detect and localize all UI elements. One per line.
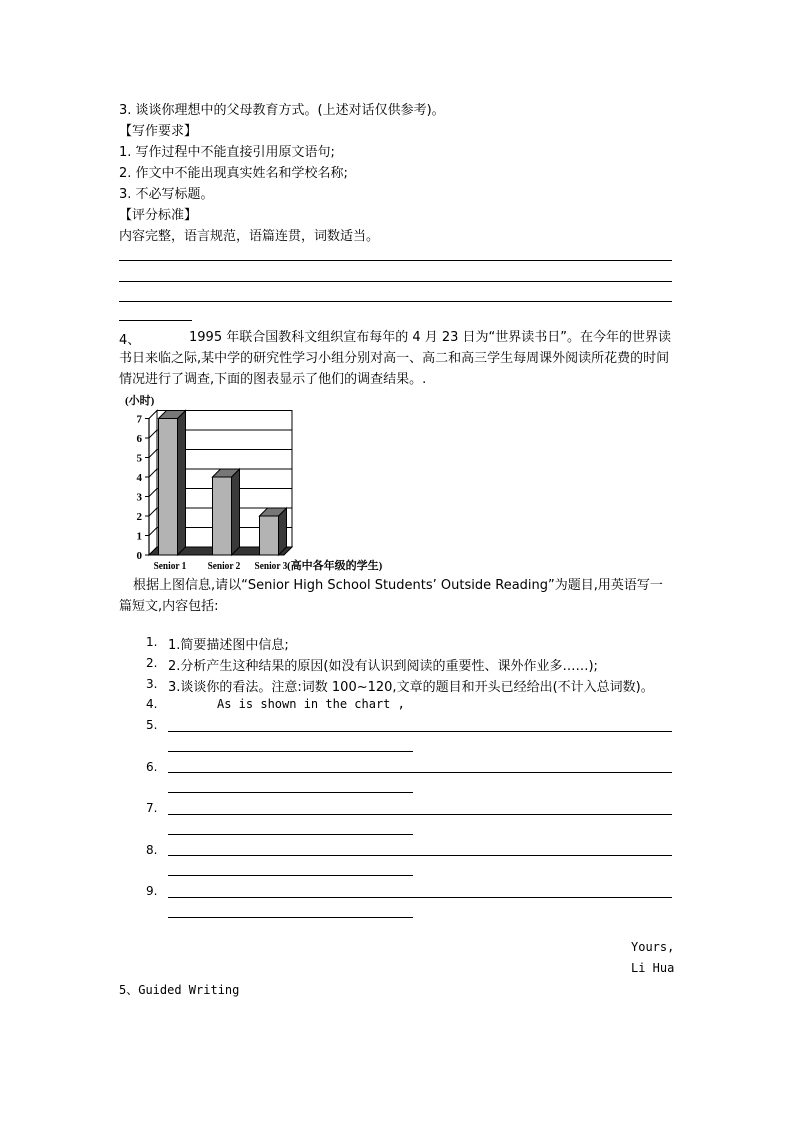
blank-number-5: 5.: [146, 718, 158, 732]
x-tick-label: Senior 2: [207, 560, 241, 573]
y-tick-label: 4: [136, 472, 142, 484]
writing-line: [119, 281, 672, 282]
list-number-3: 3.: [146, 677, 158, 691]
reading-time-bar-chart: [115, 390, 385, 575]
essay-opening: As is shown in the chart ,: [217, 697, 405, 711]
short-divider: [119, 320, 192, 321]
scoring-heading: 【评分标准】: [119, 208, 198, 223]
chart-side-wall: [149, 411, 157, 556]
bar-side: [178, 411, 186, 556]
list-number-2: 2.: [146, 656, 158, 670]
list-item-2: 2.分析产生这种结果的原因(如没有认识到阅读的重要性、课外作业多……);: [168, 659, 598, 674]
blank-number-9: 9.: [146, 884, 158, 898]
x-tick-label: Senior 3: [254, 560, 288, 573]
answer-line[interactable]: [168, 855, 672, 856]
answer-line[interactable]: [168, 917, 413, 918]
section-5-heading: 5、Guided Writing: [119, 983, 240, 997]
list-item-3: 3.谈谈你的看法。注意:词数 100~120,文章的题目和开头已经给出(不计入总词数)。: [168, 680, 654, 695]
y-tick-label: 3: [136, 491, 142, 504]
answer-line[interactable]: [168, 731, 672, 732]
answer-line[interactable]: [168, 834, 413, 835]
y-tick-label: 2: [136, 511, 142, 523]
y-tick-label: 5: [136, 452, 142, 465]
requirement-2: 2. 作文中不能出现真实姓名和学校名称;: [119, 166, 348, 181]
answer-line[interactable]: [168, 751, 413, 752]
answer-line[interactable]: [168, 814, 672, 815]
requirement-1: 1. 写作过程中不能直接引用原文语句;: [119, 145, 335, 160]
blank-number-7: 7.: [146, 801, 158, 815]
writing-line: [119, 260, 672, 261]
letter-closing: Yours,: [631, 940, 675, 954]
answer-line[interactable]: [168, 875, 413, 876]
writing-line: [119, 301, 672, 302]
section-4-intro: 1995 年联合国教科文组织宣布每年的 4 月 23 日为“世界读书日”。在今年的世界读书日来临之际,某中学的研究性学习小组分别对高一、高二和高三学生每周课外阅读所花费的时间情况进行了调查,下面的图表显示了他们的调查结果。.: [119, 330, 672, 387]
bar: [213, 477, 232, 555]
y-tick-label: 0: [136, 550, 142, 562]
list-item-1: 1.简要描述图中信息;: [168, 638, 289, 653]
letter-signature: Li Hua: [631, 961, 675, 975]
scoring-text: 内容完整，语言规范，语篇连贯，词数适当。: [119, 229, 380, 244]
bar-side: [232, 469, 240, 555]
x-tick-label: Senior 1: [153, 560, 187, 573]
writing-prompt: 根据上图信息,请以“Senior High School Students’ Outside Reading”为题目,用英语写一篇短文,内容包括:: [119, 578, 663, 614]
requirements-heading: 【写作要求】: [119, 124, 198, 139]
blank-number-6: 6.: [146, 760, 158, 774]
blank-number-8: 8.: [146, 843, 158, 857]
section-4-number: 4、: [119, 333, 141, 348]
item-3-text: 3. 谈谈你理想中的父母教育方式。(上述对话仅供参考)。: [119, 103, 445, 118]
y-axis-label: (小时): [125, 395, 155, 407]
answer-line[interactable]: [168, 772, 672, 773]
bar: [260, 516, 279, 555]
y-tick-label: 6: [136, 433, 142, 445]
y-tick-label: 1: [136, 530, 142, 543]
bar: [159, 419, 178, 556]
requirement-3: 3. 不必写标题。: [119, 187, 214, 202]
answer-line[interactable]: [168, 792, 413, 793]
y-tick-label: 7: [136, 413, 142, 426]
list-number-1: 1.: [146, 635, 158, 649]
x-axis-label: (高中各年级的学生): [287, 560, 383, 572]
list-number-4: 4.: [146, 697, 158, 711]
answer-line[interactable]: [168, 897, 672, 898]
